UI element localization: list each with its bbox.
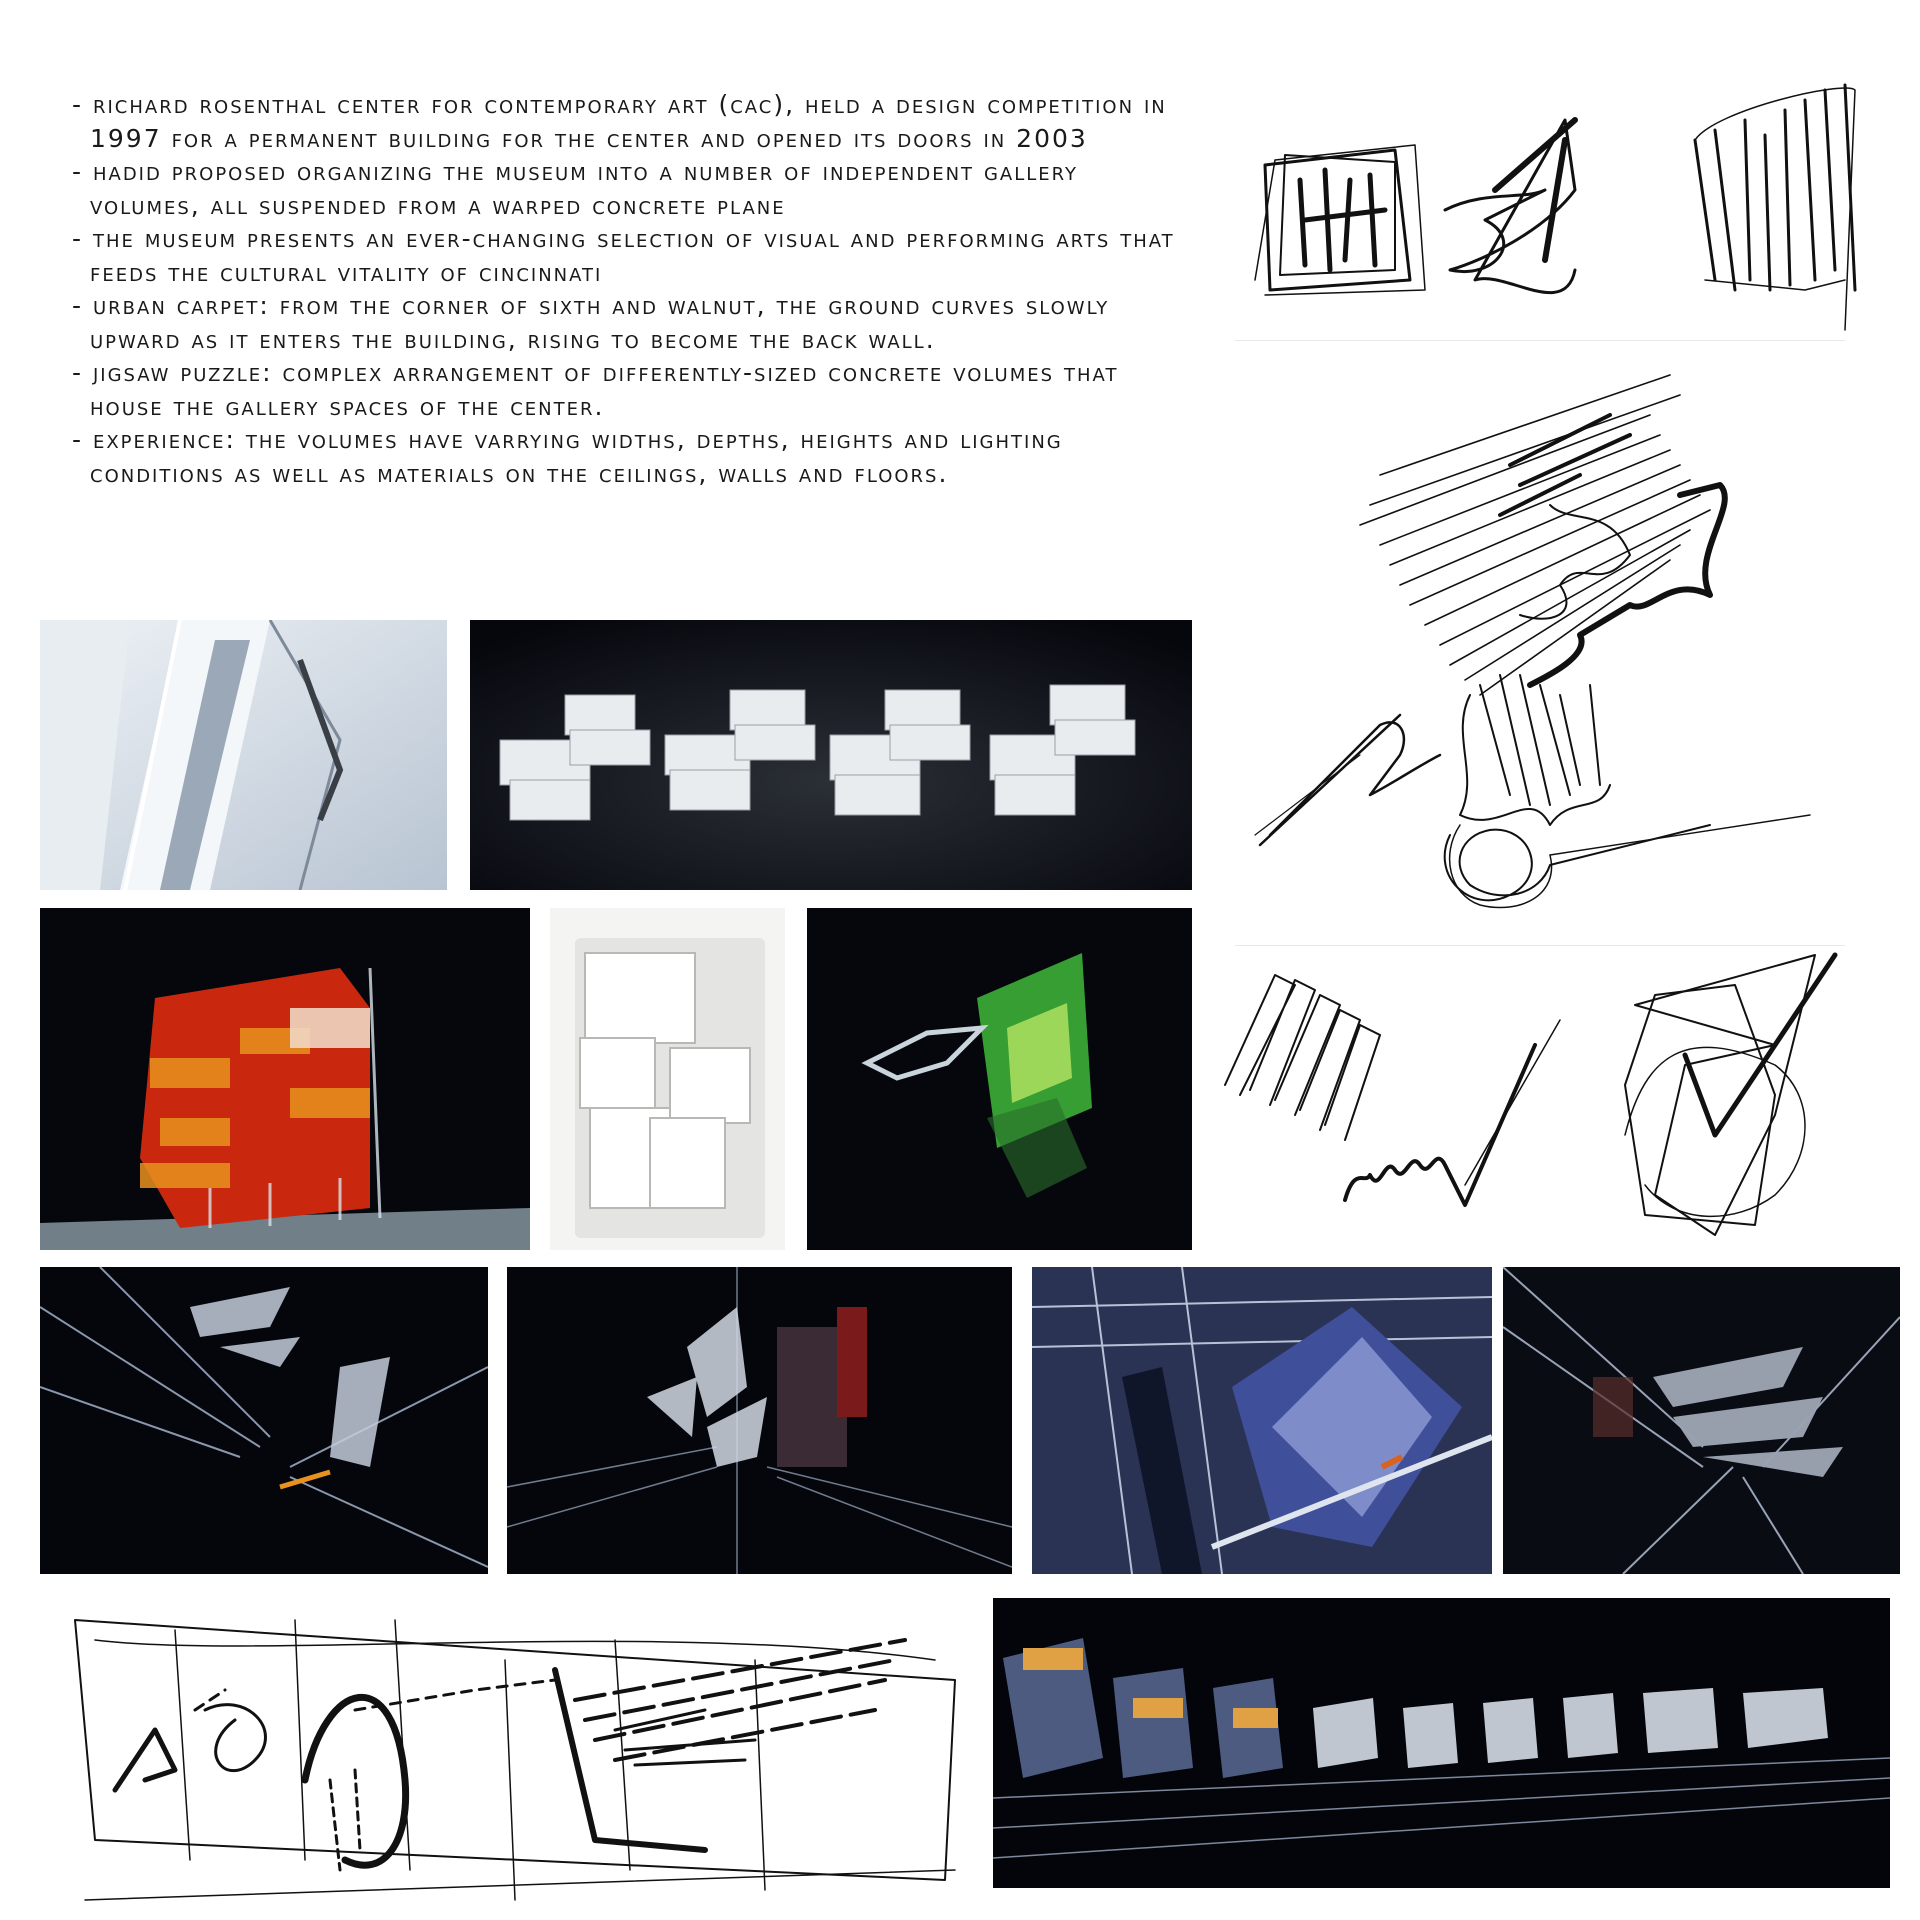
concept-sketch-bottom: [1215, 935, 1855, 1245]
model-photo-green-glass: [807, 908, 1192, 1250]
painting-interior-perspective-2: [1503, 1267, 1900, 1574]
model-photo-red-acrylic: [40, 908, 530, 1250]
model-photo-plan-massing: [550, 908, 785, 1250]
model-photo-white-volumes: [470, 620, 1192, 890]
project-notes: [72, 88, 1192, 490]
painting-street-perspective: [507, 1267, 1012, 1574]
concept-sketch-section: [55, 1600, 975, 1910]
concept-sketch-middle: [1250, 355, 1850, 945]
note-item: - experience: the volumes have varrying widths, depths, heights and lighting conditions as well as materials on the ceilings, walls and floors.: [72, 425, 1063, 488]
note-item: - richard rosenthal center for contemporary art (cac), held a design competition in 1997 for a permanent building for the center and opened its doors in 2003: [72, 90, 1167, 153]
concept-sketch-top: [1245, 80, 1885, 340]
painting-panoramic-volumes: [993, 1598, 1890, 1888]
divider: [1235, 340, 1845, 341]
note-item: - urban carpet: from the corner of sixth and walnut, the ground curves slowly upward as it enters the building, rising to become the back wall.: [72, 291, 1110, 354]
note-item: - hadid proposed organizing the museum into a number of independent gallery volumes, all suspended from a warped concrete plane: [72, 157, 1079, 220]
painting-interior-perspective-1: [40, 1267, 488, 1574]
note-item: - the museum presents an ever-changing selection of visual and performing arts that feeds the cultural vitality of cincinnati: [72, 224, 1175, 287]
model-photo-interior-ramp: [40, 620, 447, 890]
painting-aerial-blue: [1032, 1267, 1492, 1574]
note-item: - jigsaw puzzle: complex arrangement of differently-sized concrete volumes that house the gallery spaces of the center.: [72, 358, 1119, 421]
